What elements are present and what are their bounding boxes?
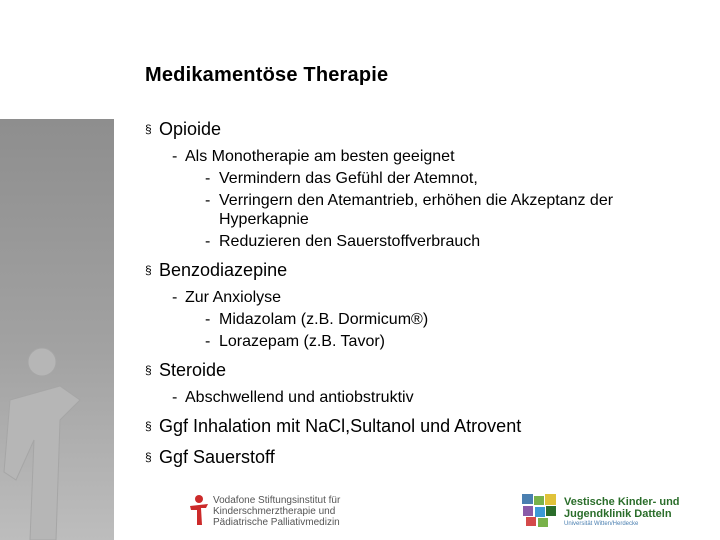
sub-bullet-item	[145, 288, 705, 307]
sub-sub-bullet-item-text: Vermindern das Gefühl der Atemnot,	[219, 170, 478, 187]
dash-marker: -	[172, 148, 178, 165]
slide-title: Medikamentöse Therapie	[145, 64, 389, 86]
bullet-marker-icon: §	[145, 419, 152, 433]
bullet-item	[145, 446, 705, 469]
sub-bullet-item	[145, 147, 705, 166]
clinic-logo-text: Vestische Kinder- und Jugendklinik Datteln	[564, 496, 680, 520]
sub-bullet-item-text: Abschwellend und antiobstruktiv	[185, 389, 414, 406]
sub-sub-bullet-item	[145, 310, 705, 329]
sub-bullet-item-text: Zur Anxiolyse	[185, 289, 282, 306]
bullet-marker-icon: §	[145, 263, 152, 277]
sub-sub-bullet-item	[145, 232, 705, 251]
slide-content	[145, 116, 705, 469]
sub-sub-bullet-item-text: Verringern den Atemantrieb, erhöhen die Akzeptanz der Hyperkapnie	[219, 192, 614, 228]
sub-sub-bullet-item	[145, 332, 705, 351]
sub-bullet-item	[145, 388, 705, 407]
dash-marker: -	[172, 389, 178, 406]
dash-marker: -	[205, 170, 211, 187]
clinic-logo	[520, 492, 680, 533]
dash-marker: -	[205, 192, 211, 209]
bullet-item-text: Steroide	[159, 360, 227, 380]
sub-sub-bullet-item-text: Reduzieren den Sauerstoffverbrauch	[219, 233, 481, 250]
bullet-marker-icon: §	[145, 450, 152, 464]
bullet-item	[145, 415, 705, 438]
bullet-marker-icon: §	[145, 363, 152, 377]
institute-figure-icon	[188, 494, 210, 526]
bullet-item	[145, 259, 705, 282]
bullet-item-text: Ggf Sauerstoff	[159, 447, 275, 467]
sub-sub-bullet-item	[145, 191, 705, 229]
sub-sub-bullet-item	[145, 169, 705, 188]
sub-sub-bullet-item-text: Midazolam (z.B. Dormicum®)	[219, 311, 429, 328]
bullet-item-text: Opioide	[159, 119, 222, 139]
dash-marker: -	[172, 289, 178, 306]
bullet-marker-icon: §	[145, 122, 152, 136]
dash-marker: -	[205, 333, 211, 350]
sub-bullet-item-text: Als Monotherapie am besten geeignet	[185, 148, 455, 165]
child-figure-watermark-icon	[0, 340, 100, 540]
bullet-item	[145, 359, 705, 382]
bullet-item-text: Benzodiazepine	[159, 260, 288, 280]
clinic-mosaic-icon	[520, 492, 560, 528]
bullet-item	[145, 118, 705, 141]
dash-marker: -	[205, 311, 211, 328]
clinic-logo-subtext: Universität Witten/Herdecke	[564, 521, 639, 527]
sub-sub-bullet-item-text: Lorazepam (z.B. Tavor)	[219, 333, 385, 350]
dash-marker: -	[205, 233, 211, 250]
bullet-item-text: Ggf Inhalation mit NaCl,Sultanol und Atrovent	[159, 416, 522, 436]
institute-logo-text: Vodafone Stiftungsinstitut für Kinderschmerztherapie und Pädiatrische Palliativmedizin	[213, 495, 341, 528]
